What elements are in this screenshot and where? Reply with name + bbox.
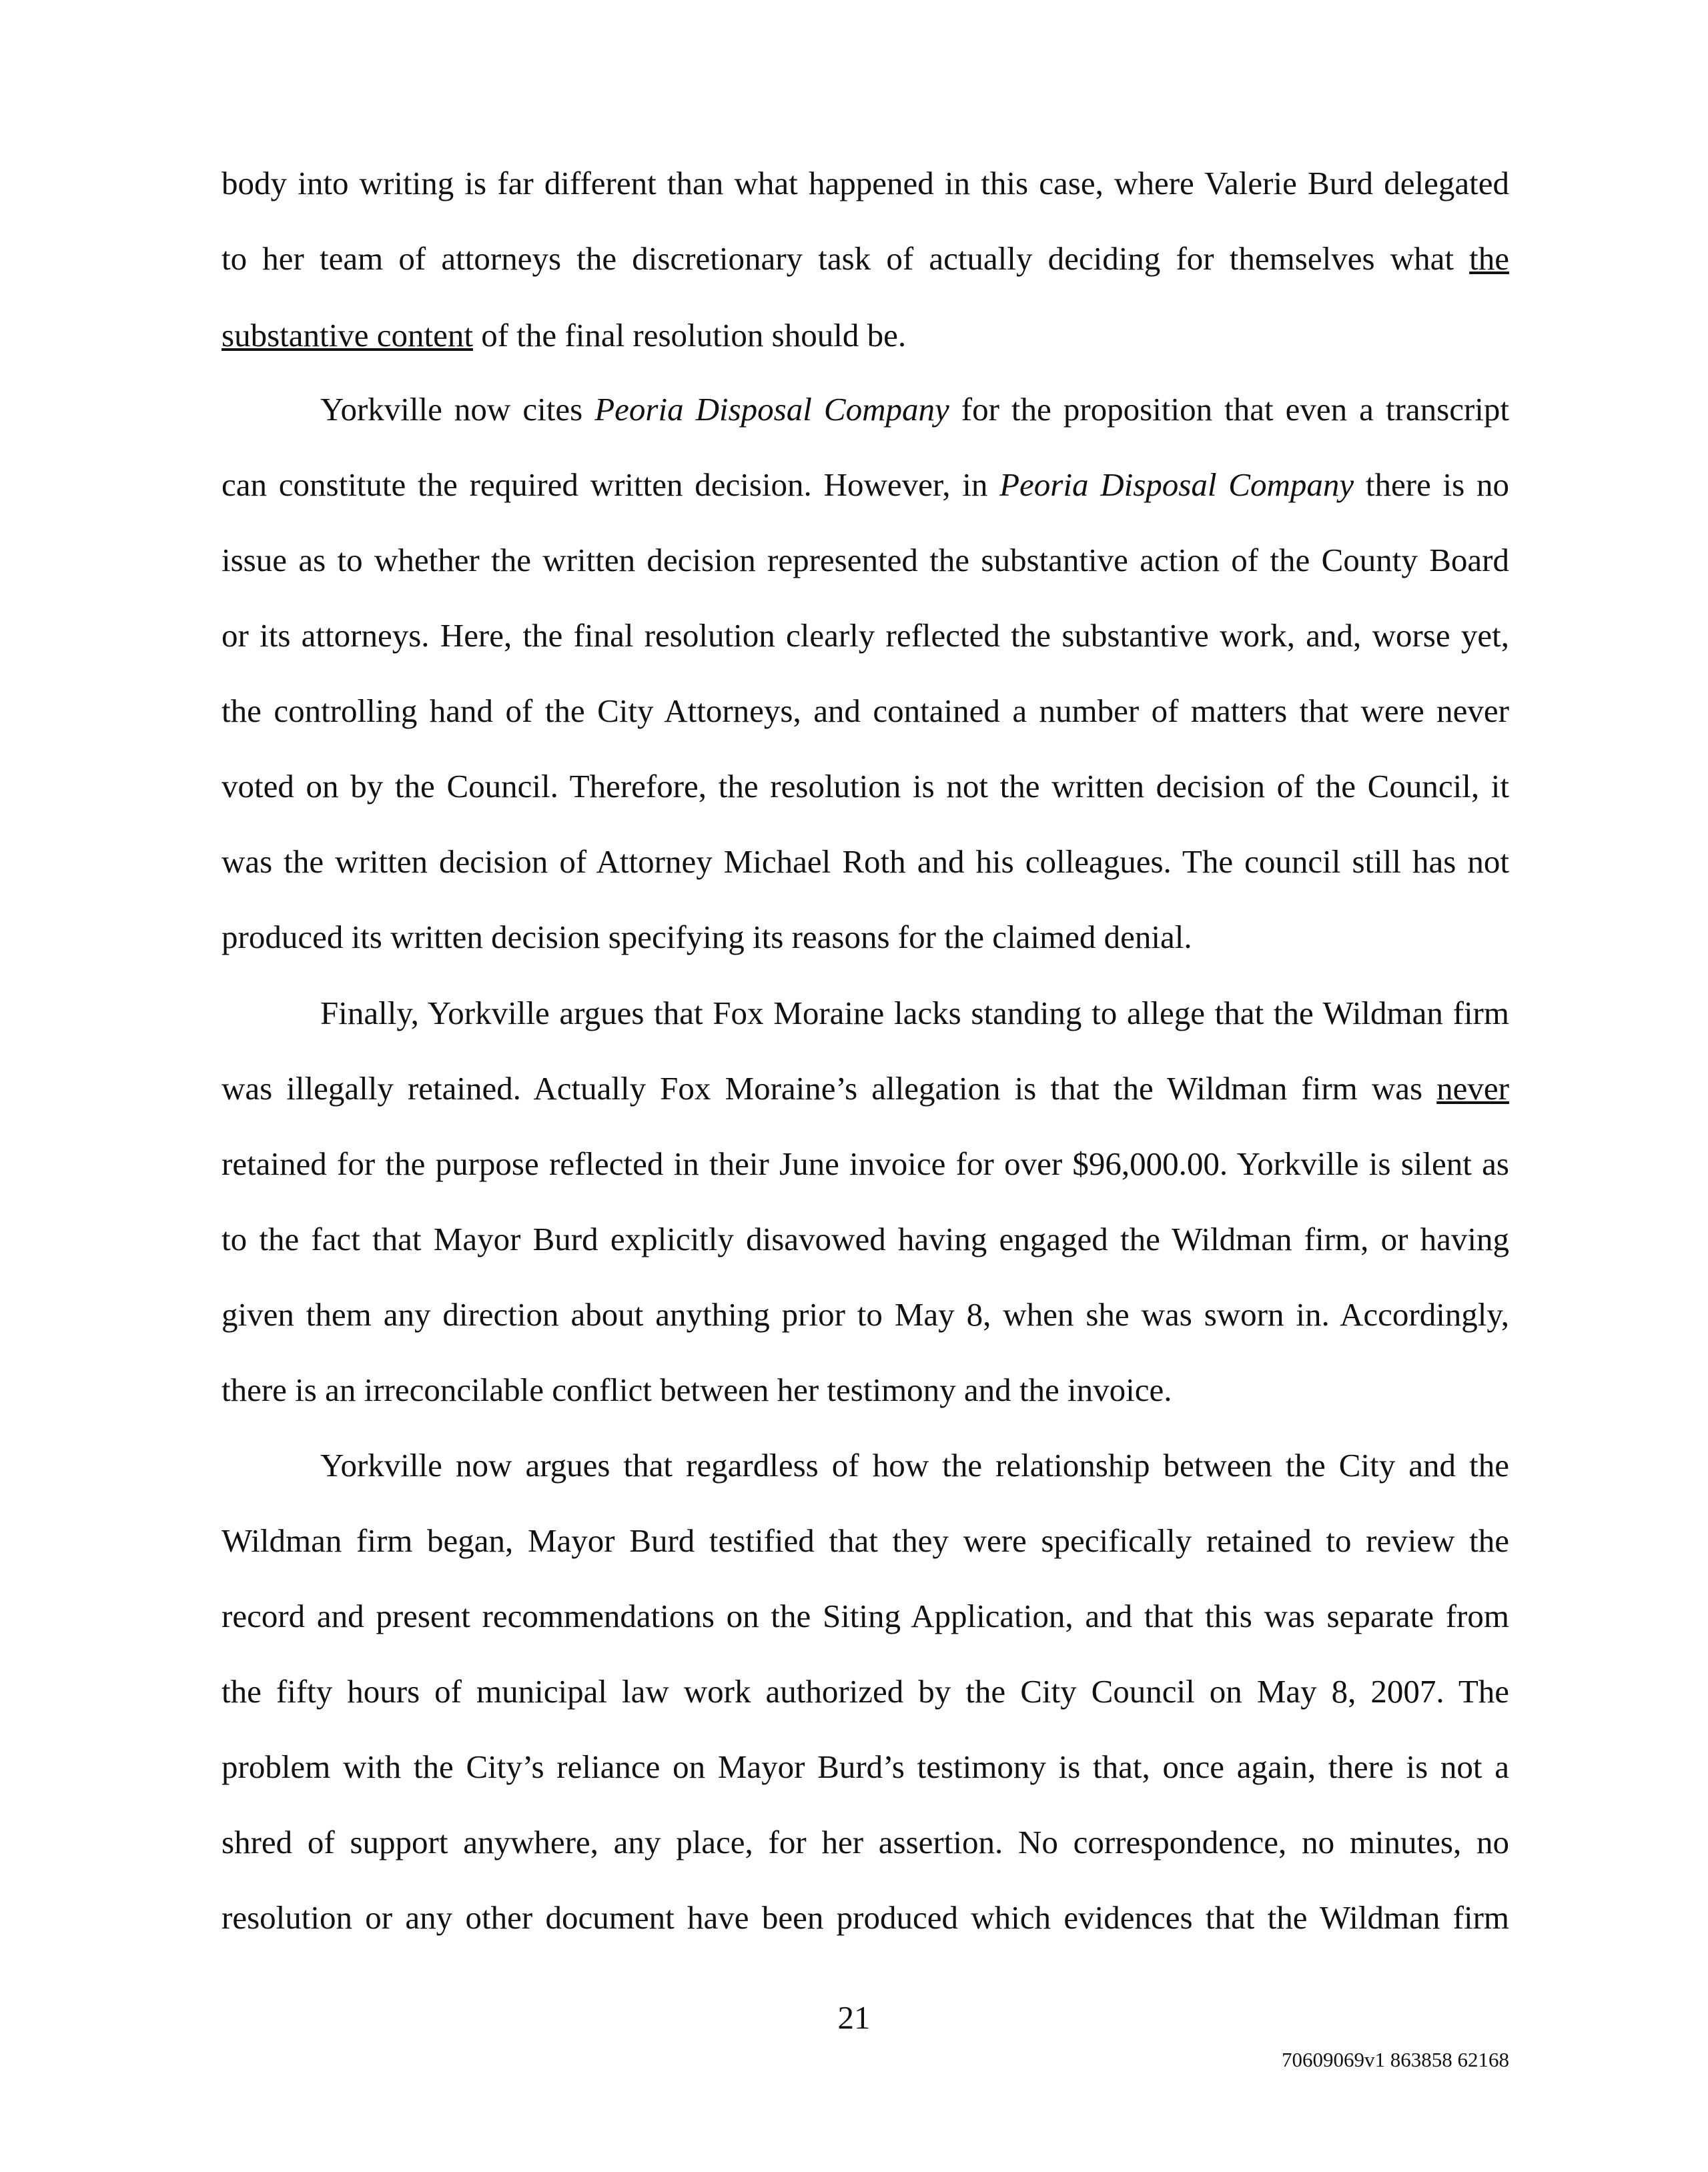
text-line: retained for the purpose reflected in their June invoice for over $96,000.00. Yorkville is silent as — [222, 1145, 1509, 1182]
text-line: the fifty hours of municipal law work authorized by the City Council on May 8, 2007. The — [222, 1673, 1509, 1710]
underlined-text: never — [1436, 1070, 1509, 1107]
text-line: Yorkville now argues that regardless of how the relationship between the City and the — [320, 1447, 1509, 1484]
text-line: Finally, Yorkville argues that Fox Moraine lacks standing to allege that the Wildman firm — [320, 995, 1509, 1031]
text-line: there is an irreconcilable conflict between her testimony and the invoice. — [222, 1372, 1172, 1408]
text-line: Yorkville now cites Peoria Disposal Company for the proposition that even a transcript — [320, 391, 1509, 428]
underlined-text: substantive content — [222, 317, 473, 354]
text-line: substantive content of the final resolution should be. — [222, 317, 907, 354]
text-line: Wildman firm began, Mayor Burd testified that they were specifically retained to review the — [222, 1522, 1509, 1559]
underlined-text: the — [1469, 240, 1509, 277]
text-line: issue as to whether the written decision represented the substantive action of the County Board — [222, 542, 1509, 578]
text-line: produced its written decision specifying its reasons for the claimed denial. — [222, 919, 1192, 955]
text-line: to her team of attorneys the discretionary task of actually deciding for themselves what the — [222, 240, 1509, 277]
text-line: or its attorneys. Here, the final resolution clearly reflected the substantive work, and, worse yet, — [222, 617, 1509, 654]
text-line: record and present recommendations on the Siting Application, and that this was separate from — [222, 1598, 1509, 1634]
text-line: problem with the City’s reliance on Mayor Burd’s testimony is that, once again, there is not a — [222, 1748, 1509, 1785]
text-line: body into writing is far different than what happened in this case, where Valerie Burd delegated — [222, 165, 1509, 201]
document-id: 70609069v1 863858 62168 — [1282, 2048, 1509, 2071]
case-name: Peoria Disposal Company — [999, 466, 1354, 503]
text-line: was the written decision of Attorney Michael Roth and his colleagues. The council still has not — [222, 843, 1509, 880]
text-line: to the fact that Mayor Burd explicitly disavowed having engaged the Wildman firm, or having — [222, 1221, 1509, 1257]
text-line: the controlling hand of the City Attorneys, and contained a number of matters that were never — [222, 692, 1509, 729]
text-line: voted on by the Council. Therefore, the resolution is not the written decision of the Council, it — [222, 768, 1509, 804]
page-number: 21 — [837, 1999, 871, 2036]
text-line: resolution or any other document have been produced which evidences that the Wildman firm — [222, 1899, 1509, 1936]
text-line: given them any direction about anything prior to May 8, when she was sworn in. Accordingly, — [222, 1296, 1509, 1333]
case-name: Peoria Disposal Company — [594, 391, 949, 428]
text-line: can constitute the required written decision. However, in Peoria Disposal Company there is no — [222, 466, 1509, 503]
text-line: was illegally retained. Actually Fox Moraine’s allegation is that the Wildman firm was never — [222, 1070, 1509, 1107]
text-line: shred of support anywhere, any place, for her assertion. No correspondence, no minutes, no — [222, 1824, 1509, 1860]
